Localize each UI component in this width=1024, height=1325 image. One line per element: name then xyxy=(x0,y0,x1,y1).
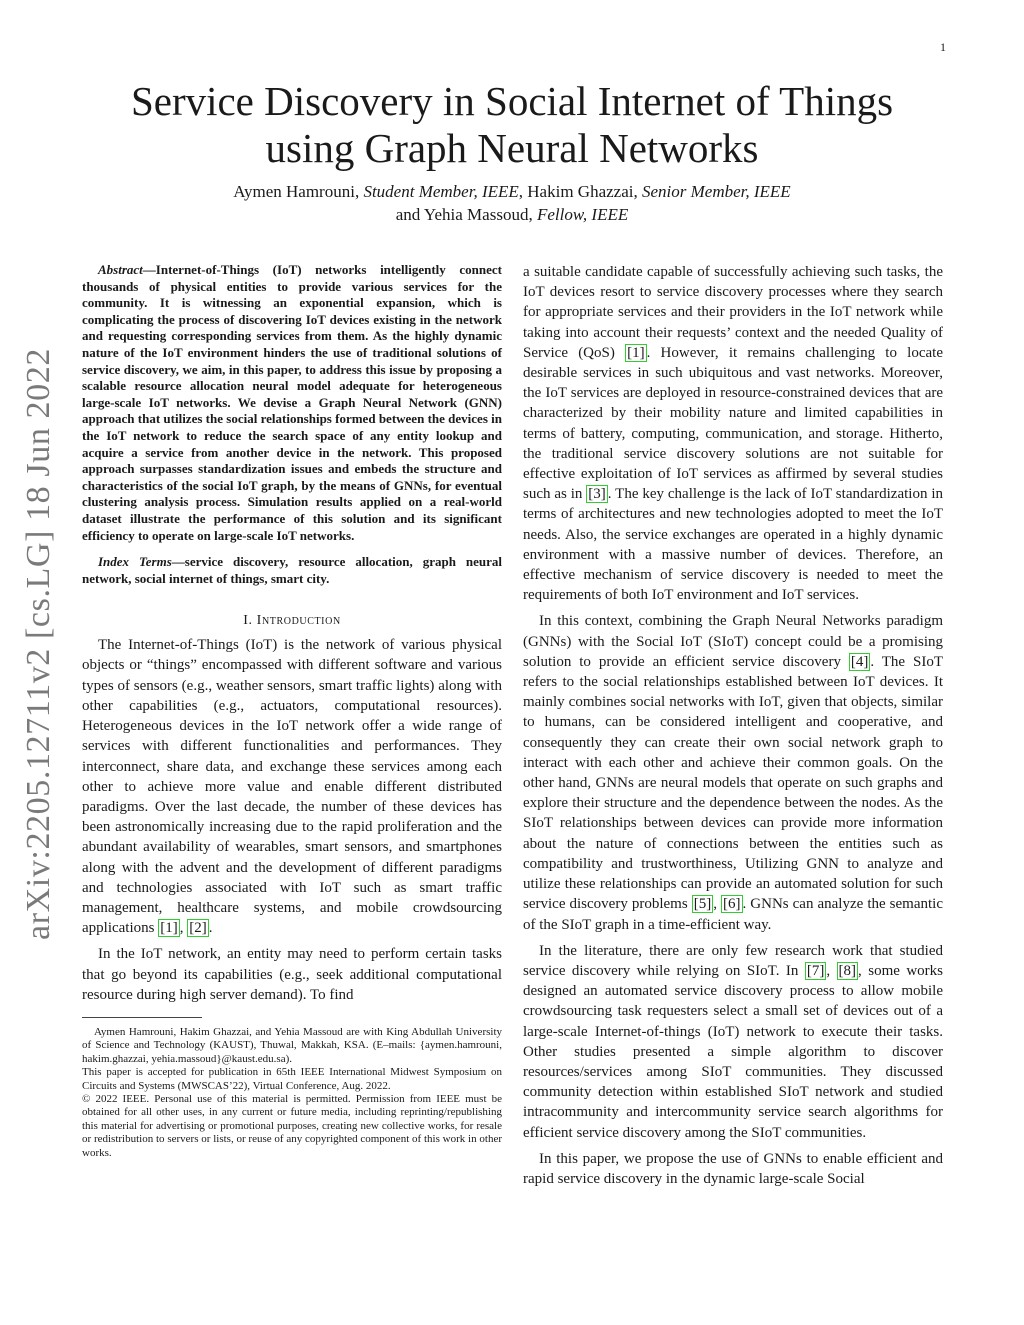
citation-link-7[interactable]: [7] xyxy=(806,962,825,979)
citation-link-4[interactable]: [4] xyxy=(850,653,869,670)
author-block xyxy=(82,180,942,226)
right-p2-text-c: . GNNs can analyze the semantic of the SIoT graph in a time-efficient way. xyxy=(523,896,943,933)
page-number: 1 xyxy=(940,40,946,54)
abstract xyxy=(82,262,502,544)
right-paragraph-4: In this paper, we propose the use of GNNs to enable efficient and rapid service discovery in the dynamic large-scale Social xyxy=(523,1150,943,1187)
author-2-role: Senior Member, IEEE xyxy=(641,182,791,201)
right-p1-text-a: a suitable candidate capable of successfully achieving such tasks, the IoT devices resort to service discovery processes where they search for appropriate services and their providers in the IoT network while taking into account their requests’ context and the needed Quality of Service (QoS) xyxy=(523,264,943,361)
title-line-2: using Graph Neural Networks xyxy=(265,125,759,171)
right-p1-text-b: . However, it remains challenging to locate desirable services in such ubiquitous and vast networks. Moreover, the IoT services are deployed in resource-constrained devices that are characterized by their mobility nature and limited capabilities in terms of battery, computing, communication, and storage. Hitherto, the traditional service discovery solutions are not suitable for effective exploitation of IoT services as affirmed by several studies such as in xyxy=(523,344,943,503)
right-p2-text-a: In this context, combining the Graph Neural Networks paradigm (GNNs) with the Social IoT (SIoT) concept could be a promising solution to provide an efficient service discovery xyxy=(523,613,943,670)
left-column xyxy=(82,262,502,1160)
abstract-text: —Internet-of-Things (IoT) networks intelligently connect thousands of physical entities to provide various services for the community. It is witnessing an exponential expansion, which is complicating the process of discovering IoT devices existing in the network and requesting corresponding services from them. As the highly dynamic nature of the IoT environment hinders the use of traditional solutions of service discovery, we aim, in this paper, to address this issue by proposing a scalable resource allocation neural model adequate for heterogeneous large-scale IoT networks. We devise a Graph Neural Network (GNN) approach that utilizes the social relationships formed between the devices in the IoT network to reduce the search space of any entity lookup and acquire a service from another device in the network. This proposed approach surpasses standardization issues and embeds the structure and characteristics of the social IoT graph, by the means of GNNs, for eventual clustering analysis process. Simulation results applied on a real-world dataset illustrate the performance of this solution and its significant efficiency to operate on large-scale IoT networks. xyxy=(82,262,502,543)
footnote-copyright: © 2022 IEEE. Personal use of this material is permitted. Permission from IEEE must be obtained for all other uses, in any current or future media, including reprinting/republishing this material for advertising or promotional purposes, creating new collective works, for resale or redistribution to servers or lists, or reuse of any copyrighted component of this work in other works. xyxy=(82,1092,502,1159)
citation-link-1b[interactable]: [1] xyxy=(627,344,645,361)
intro-p1-sep: , xyxy=(179,920,188,937)
citation-link-3[interactable]: [3] xyxy=(588,486,606,503)
citation-link-1[interactable]: [1] xyxy=(160,920,178,937)
author-1-name: Aymen Hamrouni, xyxy=(233,182,364,201)
author-3-role: Fellow, IEEE xyxy=(536,205,629,224)
right-p3-text-a: In the literature, there are only few research work that studied service discovery while relying on SIoT. In xyxy=(523,942,943,979)
footnote-affiliation: Aymen Hamrouni, Hakim Ghazzai, and Yehia Massoud are with King Abdullah University of Science and Technology (KAUST), Thuwal, Makkah, KSA. (E–mails: {aymen.hamrouni, hakim.ghazzai, yehia.massoud}@kaust.edu.sa). xyxy=(82,1025,502,1065)
right-p3-text-b: , some works designed an automated service discovery process to allow mobile crowdsourcing task requesters select a small set of devices out of a large-scale Internet-of-things (IoT) network to execute their tasks. Other studies presented a simple algorithm to discover resources/services among SIoT communities. They discussed community detection within established SIoT network and studied intracommunity and intercommunity service search algorithms for efficient service discovery among the SIoT communities. xyxy=(523,962,944,1141)
citation-link-6[interactable]: [6] xyxy=(723,896,741,913)
right-paragraph-1 xyxy=(523,262,943,605)
abstract-label: Abstract xyxy=(98,262,143,277)
title-line-1: Service Discovery in Social Internet of Things xyxy=(130,78,894,124)
intro-paragraph-2: In the IoT network, an entity may need to perform certain tasks that go beyond its capabilities (e.g., seek additional computational resource during high server demand). To find xyxy=(82,946,502,1003)
author-3-name: and Yehia Massoud, xyxy=(395,205,537,224)
index-terms-label: Index Terms xyxy=(98,554,172,570)
footnote-rule xyxy=(82,1017,202,1018)
paper-title xyxy=(82,78,942,172)
right-p2-text-b: . The SIoT refers to the social relationships established between IoT devices. It mainly combines social networks with IoT, given that objects, similar to humans, can be considered intelligent and cooperative, and consequently they can create their own social network graph to interact with each other and achieve their common goals. On the other hand, GNNs are neural models that operate on such graphs and explore their structure and the dependence between the nodes. As the SIoT relationships between devices can provide more information about the nature of connections between the entities such as compatibility and trustworthiness, Utilizing GNN to analyze and utilize these relationships can provide an automated solution for such service discovery problems xyxy=(523,653,944,913)
citation-link-2[interactable]: [2] xyxy=(189,920,207,937)
right-p1-text-c: . The key challenge is the lack of IoT standardization in terms of architectures and new technologies adopted to meet the IoT needs. Also, the service exchanges are operated in a highly dynamic environment with a massive number of devices. Therefore, an effective mechanism of service discovery is needed to meet the requirements of both IoT environment and IoT services. xyxy=(523,486,943,604)
citation-link-8[interactable]: [8] xyxy=(838,962,857,979)
author-2-name: , Hakim Ghazzai, xyxy=(518,182,642,201)
index-terms-text: —service discovery, resource allocation, graph neural network, social internet of things, smart city. xyxy=(82,554,503,586)
right-p2-sep: , xyxy=(713,896,721,913)
right-column xyxy=(523,262,943,1195)
intro-paragraph-1 xyxy=(82,635,502,938)
footnote-publication: This paper is accepted for publication in 65th IEEE International Midwest Symposium on Circuits and Systems (MWSCAS’22), Virtual Conference, Aug. 2022. xyxy=(82,1066,502,1092)
intro-p1-end: . xyxy=(208,920,213,937)
right-p3-sep: , xyxy=(826,962,837,979)
citation-link-5[interactable]: [5] xyxy=(693,896,712,913)
index-terms xyxy=(82,554,502,587)
arxiv-identifier: arXiv:2205.12711v2 [cs.LG] 18 Jun 2022 xyxy=(20,348,57,940)
intro-p1-text: The Internet-of-Things (IoT) is the network of various physical objects or “things” encompassed with different software and various types of sensors (e.g., weather sensors, smart traffic lights) along with other capabilities (e.g., actuators, computational resources). Heterogeneous devices in the IoT network offer a wide range of services with different functionalities and performances. They interconnect, share data, and exchange these services among each other to achieve more value and enable different distributed paradigms. Over the last decade, the number of these devices has been astronomically increasing due to the rapid proliferation and the abundant availability of wearables, smart sensors, and smartphones along with the advent and the development of different paradigms and technologies associated with IoT such as smart traffic management, healthcare systems, and mobile crowdsourcing applications xyxy=(82,637,502,937)
section-heading-introduction: I. Introduction xyxy=(243,613,341,629)
author-1-role: Student Member, IEEE xyxy=(363,182,519,201)
right-paragraph-3 xyxy=(523,941,943,1143)
right-paragraph-2 xyxy=(523,611,943,934)
